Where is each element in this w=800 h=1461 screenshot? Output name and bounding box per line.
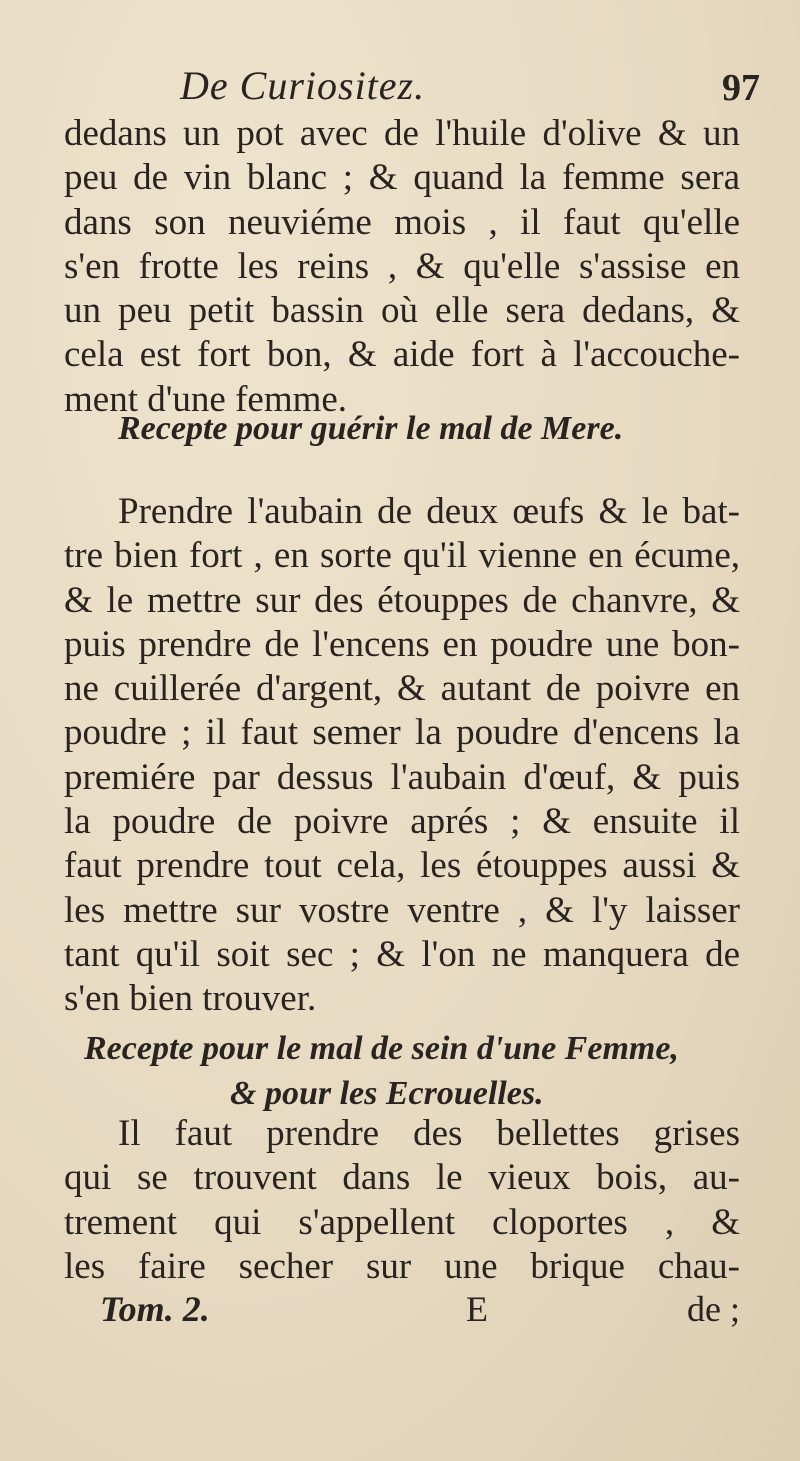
paragraph-2 [64,490,740,1022]
running-title: De Curiositez. [180,63,426,108]
text-line: qui se trouvent dans le vieux bois, au- [64,1157,740,1199]
text-line: premiére par dessus l'aubain d'œuf, & puis [64,756,740,798]
text-line: trement qui s'appellent cloportes , & [64,1201,740,1243]
text-line: Prendre l'aubain de deux œufs & le bat- [118,491,740,532]
text-line: les mettre sur vostre ventre , & l'y laisser [64,889,740,931]
recipe-heading-2a: Recepte pour le mal de sein d'une Femme, [84,1030,679,1067]
text-line: puis prendre de l'encens en poudre une bon- [64,623,740,665]
text-line: dedans un pot avec de l'huile d'olive & un [64,113,740,154]
text-line: ne cuillerée d'argent, & autant de poivre en [64,668,740,710]
text-line: ment d'une femme. [64,378,348,420]
signature-mark: E [466,1289,488,1329]
catchword: de ; [687,1289,740,1329]
running-head [150,62,760,112]
recipe-heading-2b: & pour les Ecrouelles. [230,1075,544,1112]
text-line: les faire secher sur une brique chau- [64,1245,740,1287]
text-line: Il faut prendre des bellettes grises [118,1113,740,1154]
text-line: un peu petit bassin où elle sera dedans, & [64,290,740,332]
page-footer [100,1288,740,1332]
text-line: s'en frotte les reins , & qu'elle s'assise en [64,245,740,287]
text-line: la poudre de poivre aprés ; & ensuite il [64,801,740,843]
recipe-heading-1: Recepte pour guérir le mal de Mere. [118,410,624,447]
text-line: poudre ; il faut semer la poudre d'encens la [64,712,740,754]
text-line: tre bien fort , en sorte qu'il vienne en écume, [64,535,740,577]
signature-volume: Tom. 2. [100,1289,210,1329]
text-line: s'en bien trouver. [64,978,317,1020]
page-number: 97 [722,67,760,109]
text-line: dans son neuviéme mois , il faut qu'elle [64,201,740,243]
text-line: faut prendre tout cela, les étouppes aussi & [64,845,740,887]
paragraph-3 [64,1112,740,1289]
text-line: & le mettre sur des étouppes de chanvre, & [64,579,740,621]
text-line: peu de vin blanc ; & quand la femme sera [64,157,740,199]
text-line: tant qu'il soit sec ; & l'on ne manquera de [64,933,740,975]
paragraph-1 [64,112,740,422]
text-line: cela est fort bon, & aide fort à l'accouche- [64,334,740,376]
